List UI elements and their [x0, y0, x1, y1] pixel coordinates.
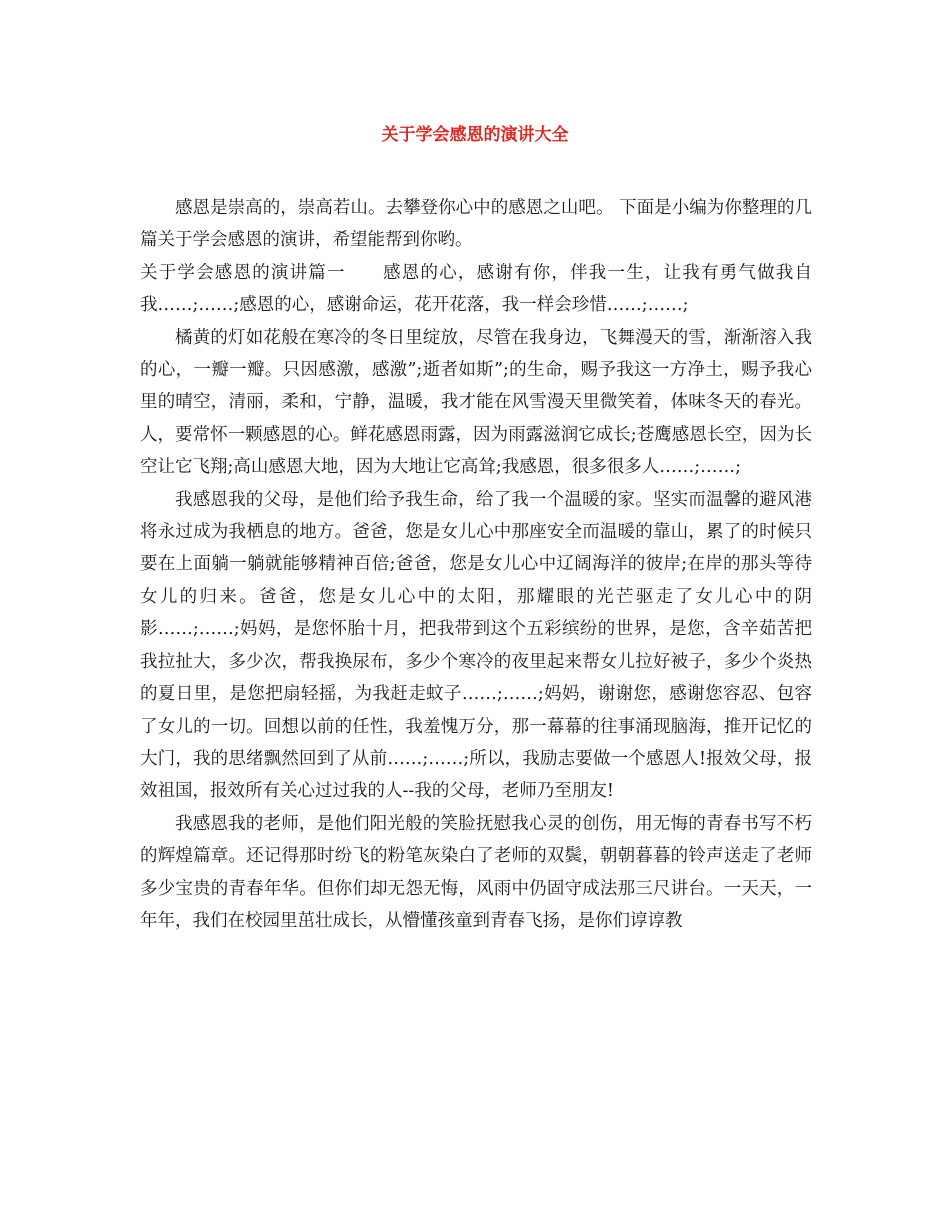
paragraph-section-one: 关于学会感恩的演讲篇一 感恩的心，感谢有你，伴我一生，让我有勇气做我自我……;……;感恩的心，感谢命运，花开花落，我一样会珍惜……;……;	[140, 262, 812, 316]
paragraph-teachers: 我感恩我的老师，是他们阳光般的笑脸抚慰我心灵的创伤，用无悔的青春书写不朽的辉煌篇章。还记得那时纷飞的粉笔灰染白了老师的双鬓，朝朝暮暮的铃声送走了老师多少宝贵的青春年华。但你们却无怨无悔，风雨中仍固守成法那三尺讲台。一天天，一年年，我们在校园里茁壮成长，从懵懂孩童到青春飞扬，是你们谆谆教	[140, 813, 812, 931]
paragraph-parents: 我感恩我的父母，是他们给予我生命，给了我一个温暖的家。坚实而温馨的避风港将永过成为我栖息的地方。爸爸，您是女儿心中那座安全而温暖的靠山，累了的时候只要在上面躺一躺就能够精神百倍;爸爸，您是女儿心中辽阔海洋的彼岸;在岸的那头等待女儿的归来。爸爸，您是女儿心中的太阳，那耀眼的光芒驱走了女儿心中的阴影……;……;妈妈，是您怀胎十月，把我带到这个五彩缤纷的世界，是您，含辛茹苦把我拉扯大，多少次，帮我换尿布，多少个寒冷的夜里起来帮女儿拉好被子，多少个炎热的夏日里，是您把扇轻摇，为我赶走蚊子……;……;妈妈，谢谢您，感谢您容忍、包容了女儿的一切。回想以前的任性，我羞愧万分，那一幕幕的往事涌现脑海，推开记忆的大门，我的思绪飘然回到了从前……;……;所以，我励志要做一个感恩人!报效父母，报效祖国，报效所有关心过过我的人--我的父母，老师乃至朋友!	[140, 489, 812, 802]
paragraph-winter-lamp: 橘黄的灯如花般在寒冷的冬日里绽放，尽管在我身边，飞舞漫天的雪，渐渐溶入我的心，一瓣一瓣。只因感激，感激”;逝者如斯”;的生命，赐予我这一方净土，赐予我心里的晴空，清丽，柔和，宁静，温暖，我才能在风雪漫天里微笑着，体味冬天的春光。人，要常怀一颗感恩的心。鲜花感恩雨露，因为雨露滋润它成长;苍鹰感恩长空，因为长空让它飞翔;高山感恩大地，因为大地让它高耸;我感恩，很多很多人……;……;	[140, 327, 812, 478]
paragraph-intro: 感恩是崇高的，崇高若山。去攀登你心中的感恩之山吧。 下面是小编为你整理的几篇关于学会感恩的演讲，希望能帮到你哟。	[140, 198, 812, 251]
document-body	[140, 192, 812, 937]
document-title: 关于学会感恩的演讲大全	[381, 125, 569, 145]
